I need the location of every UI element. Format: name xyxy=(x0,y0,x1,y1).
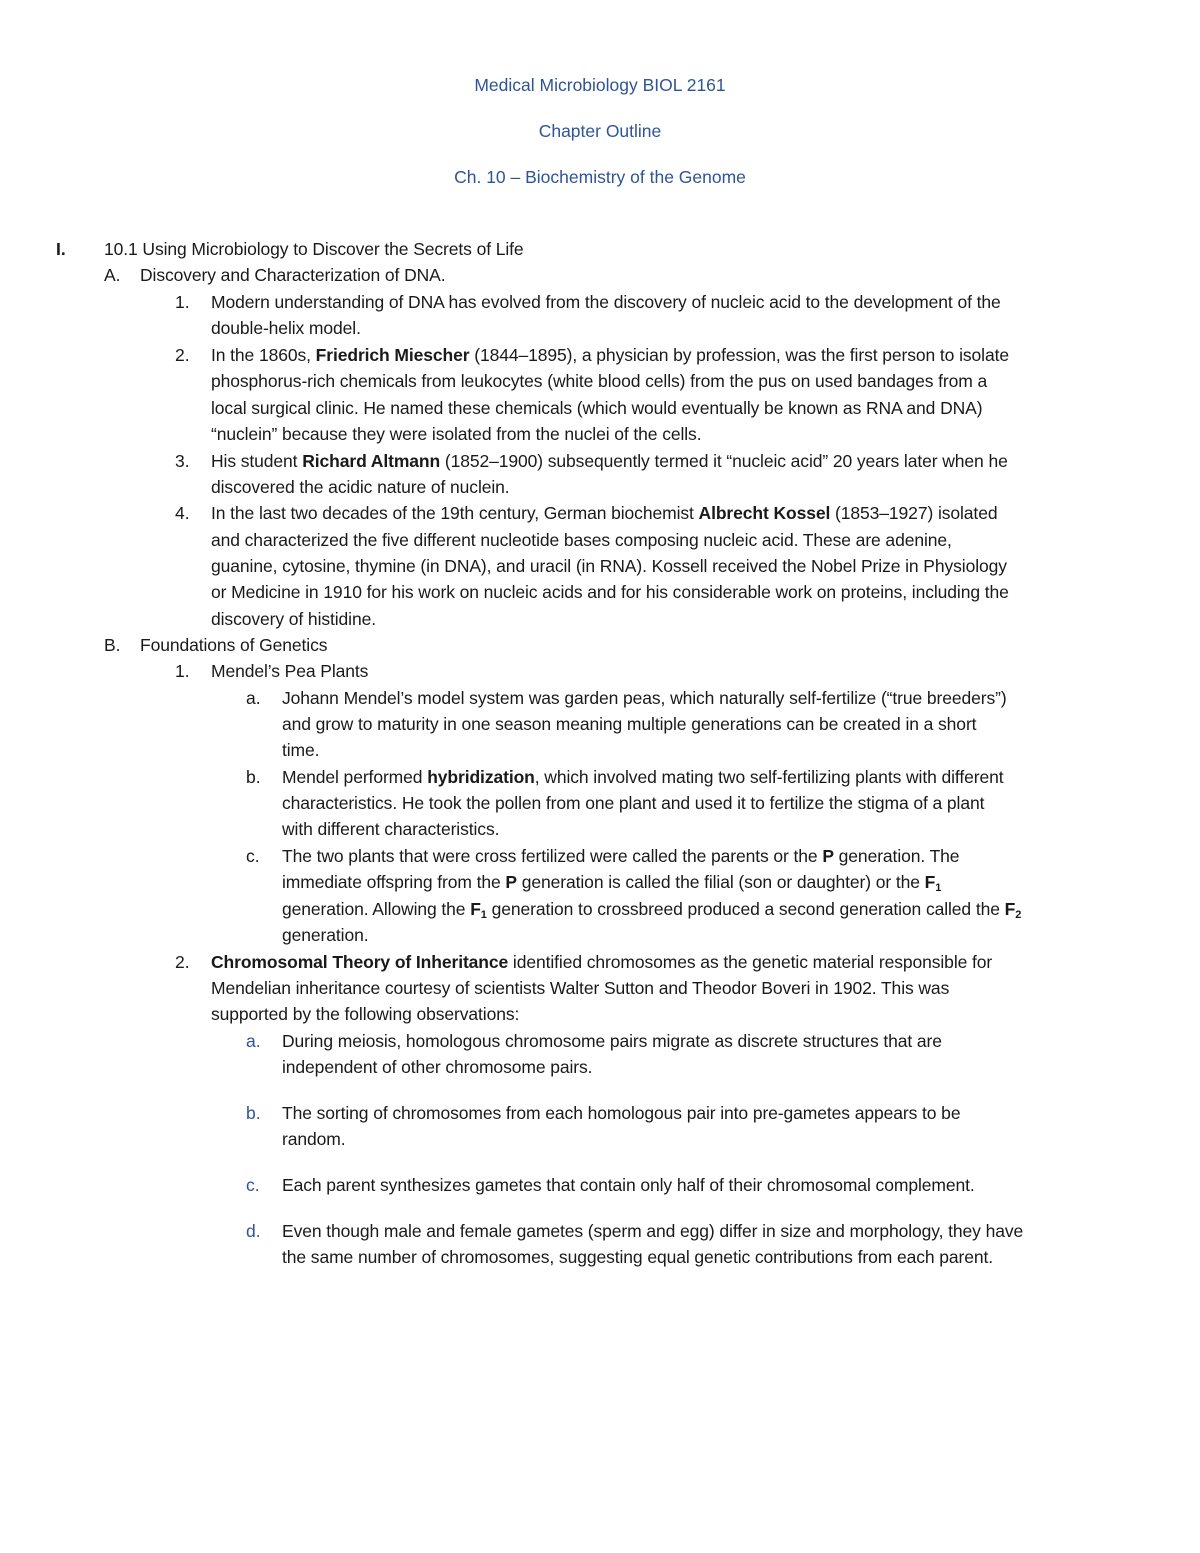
paragraph-line: The sorting of chromosomes from each homologous pair into pre-gametes appears to be xyxy=(282,1103,961,1123)
bold-term: P xyxy=(822,846,834,866)
paragraph-line: independent of other chromosome pairs. xyxy=(282,1057,593,1077)
list-marker: b. xyxy=(246,1103,261,1123)
list-marker: 4. xyxy=(175,503,190,523)
list-marker: b. xyxy=(246,767,261,787)
subscript: 1 xyxy=(480,909,487,921)
paragraph-line xyxy=(282,766,1004,788)
subscript: 2 xyxy=(1015,909,1022,921)
chapter-title: Ch. 10 – Biochemistry of the Genome xyxy=(454,167,746,187)
section-marker: I. xyxy=(56,239,66,259)
paragraph-line: Each parent synthesizes gametes that contain only half of their chromosomal complement. xyxy=(282,1175,975,1195)
subsection-heading: Discovery and Characterization of DNA. xyxy=(140,265,446,285)
text-run: generation. The xyxy=(833,846,960,866)
bold-term: Richard Altmann xyxy=(302,451,441,471)
subsection-marker: B. xyxy=(104,635,121,655)
paragraph-line: time. xyxy=(282,740,320,760)
text-run: generation to crossbreed produced a second generation called the xyxy=(486,899,1005,919)
subscript: 1 xyxy=(935,882,942,894)
paragraph-line xyxy=(211,951,992,973)
paragraph-line: guanine, cytosine, thymine (in DNA), and uracil (in RNA). Kossell received the Nobel Prize in Physiology xyxy=(211,556,1007,576)
list-marker: c. xyxy=(246,846,260,866)
paragraph-line: the same number of chromosomes, suggesting equal genetic contributions from each parent. xyxy=(282,1247,994,1267)
list-marker: 2. xyxy=(175,952,190,972)
text-run: generation. Allowing the xyxy=(282,899,471,919)
paragraph-line: Even though male and female gametes (sperm and egg) differ in size and morphology, they have xyxy=(282,1221,1024,1241)
paragraph-line: “nuclein” because they were isolated from the nuclei of the cells. xyxy=(211,424,702,444)
paragraph-line xyxy=(211,344,1009,366)
paragraph-line: Modern understanding of DNA has evolved from the discovery of nucleic acid to the development of the xyxy=(211,292,1001,312)
text-run: identified chromosomes as the genetic material responsible for xyxy=(508,952,993,972)
text-run: (1844–1895), a physician by profession, was the first person to isolate xyxy=(469,345,1009,365)
paragraph-line: phosphorus-rich chemicals from leukocytes (white blood cells) from the pus on used bandages from a xyxy=(211,371,988,391)
list-heading: Mendel’s Pea Plants xyxy=(211,661,369,681)
paragraph-line: with different characteristics. xyxy=(282,819,500,839)
text-run: generation is called the filial (son or daughter) or the xyxy=(516,872,925,892)
paragraph-line: supported by the following observations: xyxy=(211,1004,520,1024)
bold-term: F xyxy=(924,872,936,892)
text-run: His student xyxy=(211,451,303,471)
paragraph-line xyxy=(282,898,1021,920)
text-run: In the last two decades of the 19th century, German biochemist xyxy=(211,503,699,523)
paragraph-line: random. xyxy=(282,1129,346,1149)
paragraph-line xyxy=(282,845,959,867)
bold-term: F xyxy=(1004,899,1016,919)
text-run: In the 1860s, xyxy=(211,345,316,365)
bold-term: F xyxy=(470,899,481,919)
bold-term: Albrecht Kossel xyxy=(698,503,831,523)
list-marker: a. xyxy=(246,1031,261,1051)
list-marker: c. xyxy=(246,1175,260,1195)
text-run: (1853–1927) isolated xyxy=(830,503,998,523)
list-marker: 1. xyxy=(175,661,190,681)
list-marker: 2. xyxy=(175,345,190,365)
paragraph-line xyxy=(211,450,1008,472)
paragraph-line xyxy=(211,502,997,524)
list-marker: 3. xyxy=(175,451,190,471)
bold-term: P xyxy=(505,872,517,892)
subsection-heading: Foundations of Genetics xyxy=(140,635,328,655)
text-run: The two plants that were cross fertilized were called the parents or the xyxy=(282,846,823,866)
text-run: , which involved mating two self-fertilizing plants with different xyxy=(534,767,1004,787)
bold-term: Chromosomal Theory of Inheritance xyxy=(211,952,509,972)
paragraph-line: Johann Mendel’s model system was garden peas, which naturally self-fertilize (“true breeders”) xyxy=(282,688,1007,708)
paragraph-line: generation. xyxy=(282,925,369,945)
course-title: Medical Microbiology BIOL 2161 xyxy=(474,75,726,95)
section-heading: 10.1 Using Microbiology to Discover the Secrets of Life xyxy=(104,239,524,259)
text-run: Mendel performed xyxy=(282,767,428,787)
paragraph-line: local surgical clinic. He named these chemicals (which would eventually be known as RNA and DNA) xyxy=(211,398,983,418)
paragraph-line: Mendelian inheritance courtesy of scientists Walter Sutton and Theodor Boveri in 1902. This was xyxy=(211,978,950,998)
bold-term: hybridization xyxy=(427,767,535,787)
paragraph-line: discovered the acidic nature of nuclein. xyxy=(211,477,510,497)
paragraph-line: double-helix model. xyxy=(211,318,361,338)
list-marker: a. xyxy=(246,688,261,708)
subsection-marker: A. xyxy=(104,265,121,285)
list-marker: 1. xyxy=(175,292,190,312)
paragraph-line: discovery of histidine. xyxy=(211,609,377,629)
list-marker: d. xyxy=(246,1221,261,1241)
paragraph-line: and grow to maturity in one season meaning multiple generations can be created in a short xyxy=(282,714,977,734)
paragraph-line: and characterized the five different nucleotide bases composing nucleic acid. These are adenine, xyxy=(211,530,952,550)
bold-term: Friedrich Miescher xyxy=(315,345,470,365)
text-run: immediate offspring from the xyxy=(282,872,506,892)
paragraph-line: characteristics. He took the pollen from one plant and used it to fertilize the stigma of a plant xyxy=(282,793,985,813)
paragraph-line: During meiosis, homologous chromosome pairs migrate as discrete structures that are xyxy=(282,1031,942,1051)
paragraph-line: or Medicine in 1910 for his work on nucleic acids and for his considerable work on proteins, including the xyxy=(211,582,1009,602)
text-run: (1852–1900) subsequently termed it “nucleic acid” 20 years later when he xyxy=(440,451,1008,471)
document-type: Chapter Outline xyxy=(538,121,662,141)
paragraph-line xyxy=(282,871,941,893)
